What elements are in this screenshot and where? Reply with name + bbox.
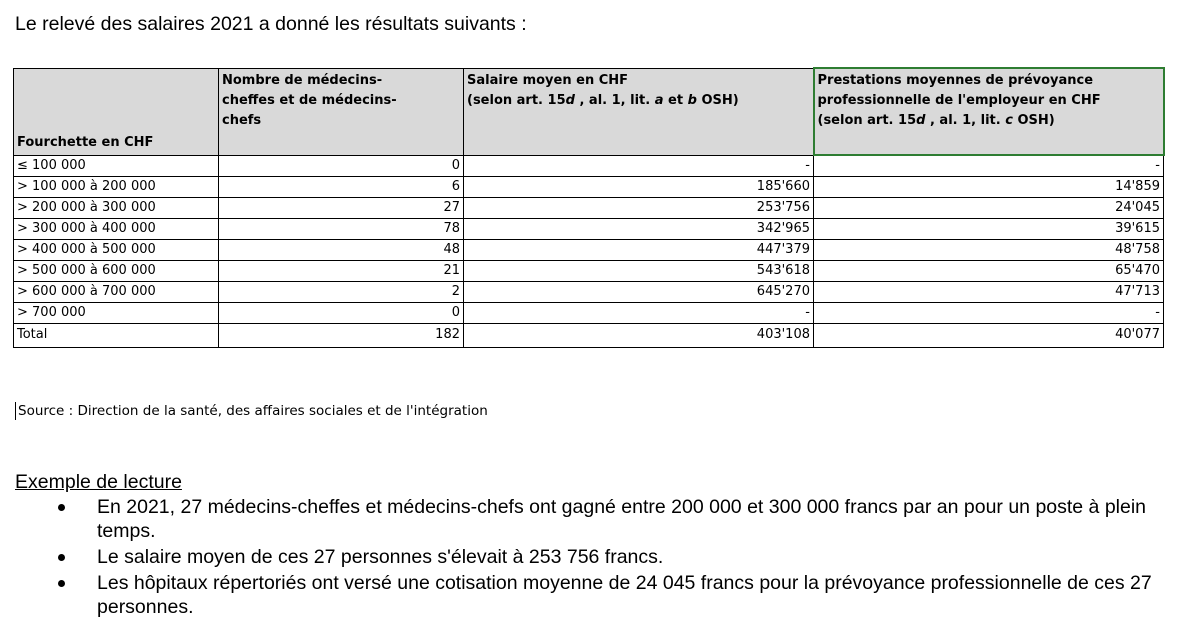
cell-nombre: 2 (219, 281, 464, 302)
cell-prestations: - (814, 155, 1164, 176)
table-row (14, 197, 1164, 218)
cell-fourchette: > 500 000 à 600 000 (14, 260, 219, 281)
table-row (14, 302, 1164, 323)
header-prestations[interactable] (814, 68, 1164, 155)
cell-salaire: 645'270 (464, 281, 814, 302)
cell-nombre: 78 (219, 218, 464, 239)
intro-text: Le relevé des salaires 2021 a donné les résultats suivants : (15, 13, 527, 35)
table-header-row (14, 68, 1164, 155)
list-item (50, 545, 1160, 569)
table-row (14, 155, 1164, 176)
cell-nombre: 48 (219, 239, 464, 260)
cell-salaire: 342'965 (464, 218, 814, 239)
cell-prestations: 14'859 (814, 176, 1164, 197)
list-item-text: Les hôpitaux répertoriés ont versé une cotisation moyenne de 24 045 francs pour la prévoyance professionnelle de ces 27 personnes. (97, 572, 1152, 618)
table-row (14, 239, 1164, 260)
table-row (14, 281, 1164, 302)
cell-prestations: 47'713 (814, 281, 1164, 302)
cell-nombre: 0 (219, 155, 464, 176)
cell-fourchette: > 400 000 à 500 000 (14, 239, 219, 260)
cell-fourchette: > 700 000 (14, 302, 219, 323)
header-prestations-line1: Prestations moyennes de prévoyance (817, 73, 1094, 88)
bullet-icon (58, 554, 65, 561)
salary-table (13, 67, 1165, 348)
cell-nombre: 0 (219, 302, 464, 323)
header-nombre-line3: chefs (222, 112, 262, 128)
cell-prestations: - (814, 302, 1164, 323)
cell-salaire: 253'756 (464, 197, 814, 218)
cell-nombre: 21 (219, 260, 464, 281)
cell-salaire: 447'379 (464, 239, 814, 260)
cell-fourchette: > 300 000 à 400 000 (14, 218, 219, 239)
cell-fourchette: > 100 000 à 200 000 (14, 176, 219, 197)
cell-nombre: 27 (219, 197, 464, 218)
header-fourchette: Fourchette en CHF (14, 68, 219, 155)
cell-salaire: 403'108 (464, 323, 814, 347)
header-salaire (464, 68, 814, 155)
list-item (50, 495, 1160, 543)
example-list (50, 495, 1160, 621)
header-salaire-line2: (selon art. 15d , al. 1, lit. a et b OSH) (467, 92, 739, 108)
cell-prestations: 65'470 (814, 260, 1164, 281)
cell-prestations: 48'758 (814, 239, 1164, 260)
table-row (14, 218, 1164, 239)
cell-prestations: 39'615 (814, 218, 1164, 239)
cell-salaire: 543'618 (464, 260, 814, 281)
source-note: Source : Direction de la santé, des affaires sociales et de l'intégration (15, 402, 488, 420)
example-title: Exemple de lecture (15, 471, 182, 493)
cell-salaire: 185'660 (464, 176, 814, 197)
header-prestations-line2: professionnelle de l'employeur en CHF (817, 93, 1101, 108)
list-item-text: Le salaire moyen de ces 27 personnes s'élevait à 253 756 francs. (97, 546, 664, 568)
header-nombre-line2: cheffes et de médecins- (222, 92, 397, 108)
cell-fourchette: > 200 000 à 300 000 (14, 197, 219, 218)
cell-fourchette: > 600 000 à 700 000 (14, 281, 219, 302)
bullet-icon (58, 504, 65, 511)
cell-nombre: 6 (219, 176, 464, 197)
bullet-icon (58, 580, 65, 587)
header-nombre-line1: Nombre de médecins- (222, 72, 383, 88)
cell-nombre: 182 (219, 323, 464, 347)
header-nombre (219, 68, 464, 155)
cell-fourchette: Total (14, 323, 219, 347)
cell-fourchette: ≤ 100 000 (14, 155, 219, 176)
cell-prestations: 24'045 (814, 197, 1164, 218)
list-item-text: En 2021, 27 médecins-cheffes et médecins-chefs ont gagné entre 200 000 et 300 000 francs par an pour un poste à plein temps. (97, 496, 1147, 542)
cell-salaire: - (464, 302, 814, 323)
header-salaire-line1: Salaire moyen en CHF (467, 72, 629, 88)
list-item (50, 571, 1160, 619)
header-prestations-line3: (selon art. 15d , al. 1, lit. c OSH) (817, 113, 1055, 128)
table-row (14, 176, 1164, 197)
table-row (14, 260, 1164, 281)
table-total-row (14, 323, 1164, 347)
cell-prestations: 40'077 (814, 323, 1164, 347)
cell-salaire: - (464, 155, 814, 176)
